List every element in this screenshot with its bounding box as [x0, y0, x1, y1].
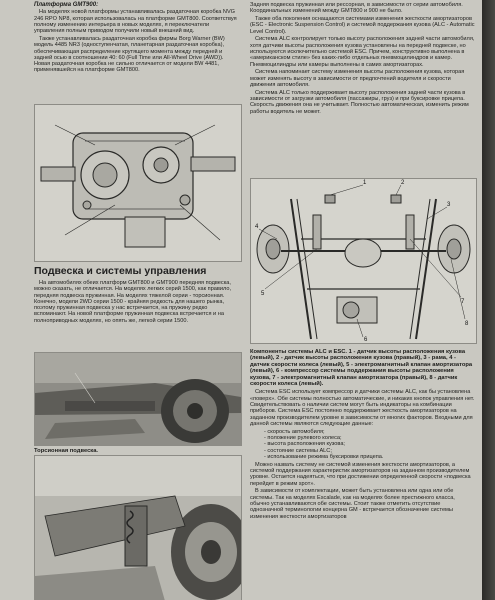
callout-3: 3 — [447, 202, 451, 208]
right-paragraph-7: Можно назвать систему не системой изменения жесткости амортизаторов, а системой поддержания характеристик амортизаторов на заданном производителем уровне. Остается надеяться, что при достижении определенной скорости «подвеска перейдет в режим spoт». — [250, 461, 471, 487]
right-paragraph-5: Система ALC только поддерживает высоту расположения задней части кузова в зависимости от загрузки автомобиля (пассажиры, груз) и при буксировке прицепа. Скорость движения она не учитывает. Полностью автоматическая, изменить режим работы водитель не может. — [250, 89, 469, 115]
alc-esc-components-diagram — [250, 178, 477, 344]
callout-5: 5 — [261, 291, 265, 297]
right-paragraph-8: В зависимости от комплектации, может быть установлена или одна или обе системы. Так на моделях Escalade, как на моделях более престижного класса, обычно устанавливаются обе системы. Стоит также отметить отсутствие однозначной терминологии концерна GM - встречается обозначение системы изменения жесткости амортизаторов — [250, 488, 455, 520]
torsion-suspension-photo — [34, 352, 242, 446]
right-paragraph-4: Система напоминает систему изменения высоты расположения кузова, которая может изменять высоту в зависимости от предпочтений водителя и скорости движения автомобиля. — [250, 69, 465, 89]
left-paragraph-1: На моделях новой платформы устанавливалась раздаточная коробка NVG 246 RPO NP8, которая использовалась на платформе GMT800. Соответствуя полному изменению интерьера в новых моделях, я переключатели управления полным приводом получили новый внешний вид. — [34, 9, 237, 35]
section-heading: Подвеска и системы управления — [34, 265, 207, 277]
input-data-list — [250, 429, 475, 460]
callout-4: 4 — [255, 224, 259, 230]
book-spine-edge — [482, 0, 495, 600]
right-column-bottom — [250, 347, 475, 521]
list-item: - скорость автомобиля; — [264, 429, 475, 435]
left-paragraph-2: Также устанавливалась раздаточная коробка фирмы Borg Warner (BW) модель 4485 NR3 (одноступенчатая, планетарная раздаточная коробка), обеспечивающая распределение крутящего момента между передней и задней осью в соотношении 40: 60 (Full Time или All-Wheel Drive (AWD)). Новая раздаточная коробка не сильно отличается от модели BW 4481, применявшейся на платформе GMT800. — [34, 35, 225, 74]
right-paragraph-2: Также оба поколения оснащаются системами изменения жесткости амортизаторов (ESC - Electronic Suspension Control) и системой поддержания кузова (ALC - Automatic Level Control). — [250, 16, 475, 35]
callout-6: 6 — [364, 337, 368, 343]
suspension-detail-photo — [34, 455, 242, 600]
transfer-case-figure — [34, 104, 242, 262]
list-item: - использование режима буксировки прицепа. — [264, 454, 475, 460]
callout-1: 1 — [363, 180, 367, 186]
left-column-middle — [34, 262, 240, 326]
list-item: - положение рулевого колеса; — [264, 435, 475, 441]
platform-subhead: Платформа GMT900: — [34, 2, 99, 8]
callout-2: 2 — [401, 180, 405, 186]
right-paragraph-6: Система ESC использует компрессор и датчики системы ALC, как бы установлена «поверх». Обе системы полностью автоматические, и никаких кнопок управления нет. Свидетельствовать о наличии систем могут быть индикаторы на комбинации приборов. Система ESC постоянно поддерживает жесткость амортизаторов на заданном производителем уровне в зависимости от многих факторов. Входными для данной системы являются следующие данные: — [250, 389, 475, 427]
callout-8: 8 — [465, 321, 469, 327]
callout-7: 7 — [461, 299, 465, 305]
right-column-top — [250, 2, 475, 117]
left-paragraph-3: На автомобилях обеих платформ GMT800 и GMT900 передняя подвеска, можно сказать, не отличается. На моделях легких серий 1500, как правило, передняя подвеска пружинная. На моделях тяжелой серии - торсионная. Конечно, модели 2WD серии 1500 - крайняя редкость для нашего рынка, поэтому пружинная подвеска у нас встречается, на пружину редко вспоминают. На новой платформе пружинная подвеска встречается и на полноприводных моделях, но опять же, легкой серии 1500. — [34, 280, 232, 324]
list-item: - высота расположения кузова; — [264, 441, 475, 447]
right-paragraph-3: Система ALC контролирует только высоту расположения задней части автомобиля, хотя датчики высоты расположения кузова установлены на передней подвеске, но используются исключительно системой ESC. Причем, конструктивно выполнена в «американском стиле» без каких-либо отдельных пневмоцилиндров и камер. Пневмоцилиндры или камеры выполнены в самих амортизаторах. — [250, 36, 475, 68]
right-paragraph-1: Задняя подвеска пружинная или рессорная, в зависимости от серии автомобиля. Координальных изменений между GMT800 и 900 не было. — [250, 2, 463, 15]
components-caption: Компоненты системы ALC и ESC. 1 - датчик высоты расположения кузова (левый), 2 - датчик высоты расположения кузова (правый), 3 - рама, 4 - датчик скорости колеса (левый), 5 - электромагнитный клапан амортизатора (левый), 6 - компрессор системы поддержания высоты расположения кузова, 7 - электромагнитный клапан амортизатора (правый), 8 - датчик скорости колеса (левый). — [250, 349, 473, 388]
list-item: - состояние системы ALC; — [264, 448, 475, 454]
torsion-caption: Торсионная подвеска. — [34, 448, 99, 454]
left-column-top — [34, 2, 240, 75]
